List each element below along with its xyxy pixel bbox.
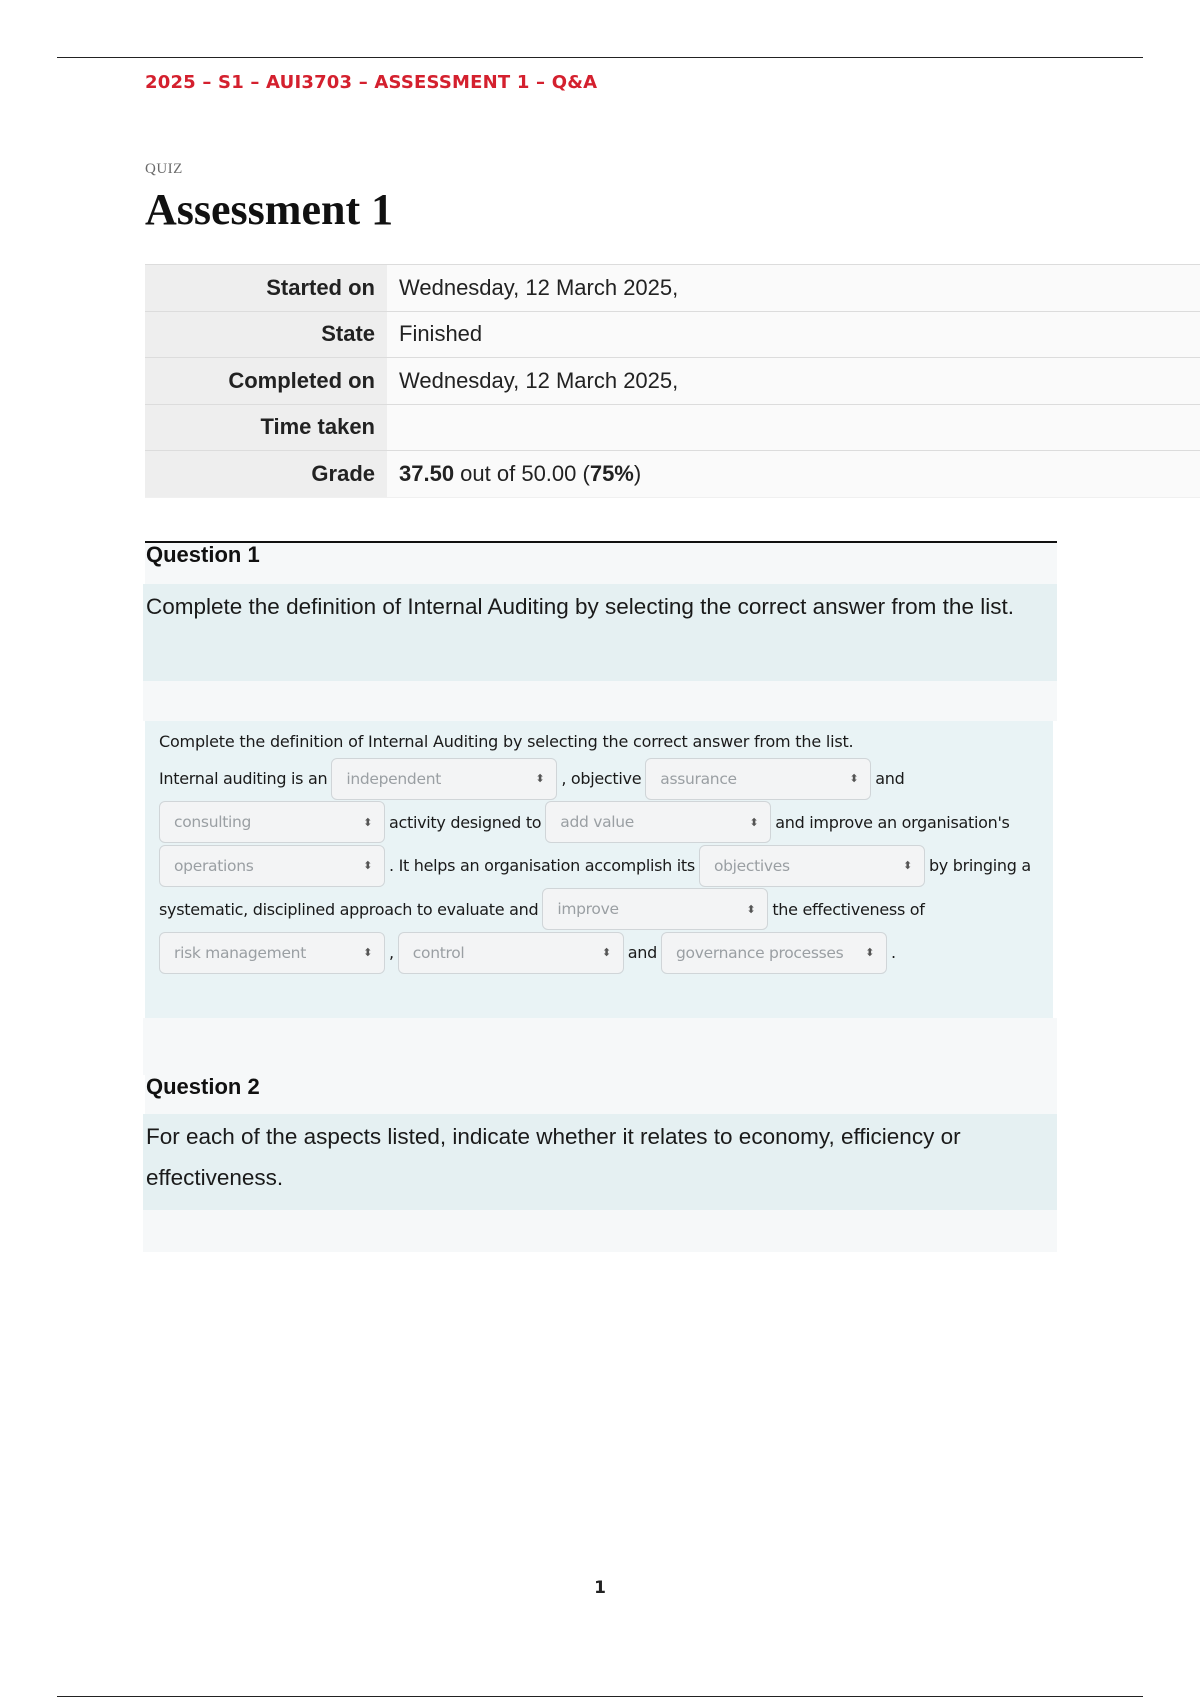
grade-score: 37.50 (399, 460, 455, 486)
summary-row-started (145, 265, 1200, 312)
select-arrow-icon: ⬍ (363, 815, 372, 829)
definition-line-5 (159, 931, 1039, 975)
definition-text: systematic, disciplined approach to evaluate and (159, 899, 539, 919)
select-arrow-icon: ⬍ (363, 859, 372, 873)
definition-text: , objective (561, 769, 642, 789)
summary-label: State (145, 311, 387, 358)
answer-select-independent[interactable] (331, 758, 557, 800)
select-arrow-icon: ⬍ (903, 859, 912, 873)
answer-select-add-value[interactable] (545, 801, 771, 843)
definition-text: and (627, 943, 657, 963)
summary-value (387, 404, 1200, 451)
definition-text: Internal auditing is an (159, 769, 328, 789)
question-2-spacer (143, 1210, 1057, 1252)
definition-text: activity designed to (389, 812, 542, 832)
screenshot-intro: Complete the definition of Internal Auditing by selecting the correct answer from the list. (159, 732, 854, 751)
select-arrow-icon: ⬍ (535, 772, 545, 786)
grade-out-of: out of 50.00 ( (454, 460, 590, 486)
summary-row-time-taken (145, 404, 1200, 451)
definition-text: the effectiveness of (772, 899, 925, 919)
attempt-summary-table (145, 264, 1200, 498)
answer-select-operations[interactable] (159, 845, 385, 887)
question-1-spacer (143, 681, 1057, 721)
select-arrow-icon: ⬍ (363, 946, 372, 960)
select-arrow-icon: ⬍ (849, 772, 859, 786)
definition-text: and (875, 769, 905, 789)
answer-select-improve[interactable] (542, 888, 768, 930)
grade-percent: 75% (589, 460, 634, 486)
answer-select-objectives[interactable] (699, 845, 925, 887)
summary-value: Finished (387, 311, 1200, 358)
summary-label: Time taken (145, 404, 387, 451)
question-2-title: Question 2 (145, 1073, 1057, 1115)
definition-line-3 (159, 844, 1039, 888)
definition-line-1 (159, 757, 1039, 801)
select-arrow-icon: ⬍ (865, 946, 874, 960)
select-arrow-icon: ⬍ (749, 815, 759, 829)
page-title: Assessment 1 (145, 185, 394, 234)
select-value: independent (346, 769, 441, 788)
question-1-answer-screenshot (145, 721, 1053, 1018)
answer-select-risk-management[interactable] (159, 932, 385, 974)
select-value: governance processes (676, 943, 844, 962)
summary-row-state (145, 311, 1200, 358)
page-number: 1 (594, 1578, 606, 1598)
select-value: operations (174, 856, 254, 875)
top-rule (57, 57, 1143, 58)
summary-label: Completed on (145, 358, 387, 405)
select-value: objectives (713, 856, 790, 875)
grade-value (387, 451, 1200, 498)
quiz-label: QUIZ (145, 161, 183, 177)
answer-select-assurance[interactable] (645, 758, 871, 800)
select-value: risk management (174, 943, 306, 962)
question-1-title: Question 1 (145, 543, 1057, 584)
select-value: assurance (660, 769, 737, 788)
question-1-text: Complete the definition of Internal Auditing by selecting the correct answer from the list. (143, 584, 1057, 681)
summary-value: Wednesday, 12 March 2025, (387, 265, 1200, 312)
summary-value: Wednesday, 12 March 2025, (387, 358, 1200, 405)
summary-row-completed (145, 358, 1200, 405)
select-value: improve (557, 900, 619, 919)
select-value: add value (560, 813, 635, 832)
definition-text: . It helps an organisation accomplish its (389, 856, 695, 876)
bottom-rule (57, 1696, 1143, 1697)
question-2-spacer-top (143, 1018, 1057, 1075)
definition-text: , (389, 943, 394, 963)
summary-label: Started on (145, 265, 387, 312)
answer-select-consulting[interactable] (159, 801, 385, 843)
definition-text: . (891, 943, 896, 963)
select-arrow-icon: ⬍ (746, 902, 756, 916)
select-value: control (412, 943, 465, 962)
answer-select-governance-processes[interactable] (661, 932, 887, 974)
select-value: consulting (174, 813, 252, 832)
question-2-text: For each of the aspects listed, indicate whether it relates to economy, efficiency or effectiveness. (143, 1114, 1057, 1210)
definition-line-4 (159, 888, 1039, 932)
definition-text: by bringing a (928, 856, 1031, 876)
answer-select-control[interactable] (398, 932, 624, 974)
document-header: 2025 – S1 – AUI3703 – ASSESSMENT 1 – Q&A (145, 72, 598, 93)
summary-label: Grade (145, 451, 387, 498)
grade-close: ) (633, 460, 642, 486)
summary-row-grade (145, 451, 1200, 498)
select-arrow-icon: ⬍ (601, 946, 611, 960)
definition-text: and improve an organisation's (775, 812, 1010, 832)
definition-line-2 (159, 801, 1039, 845)
